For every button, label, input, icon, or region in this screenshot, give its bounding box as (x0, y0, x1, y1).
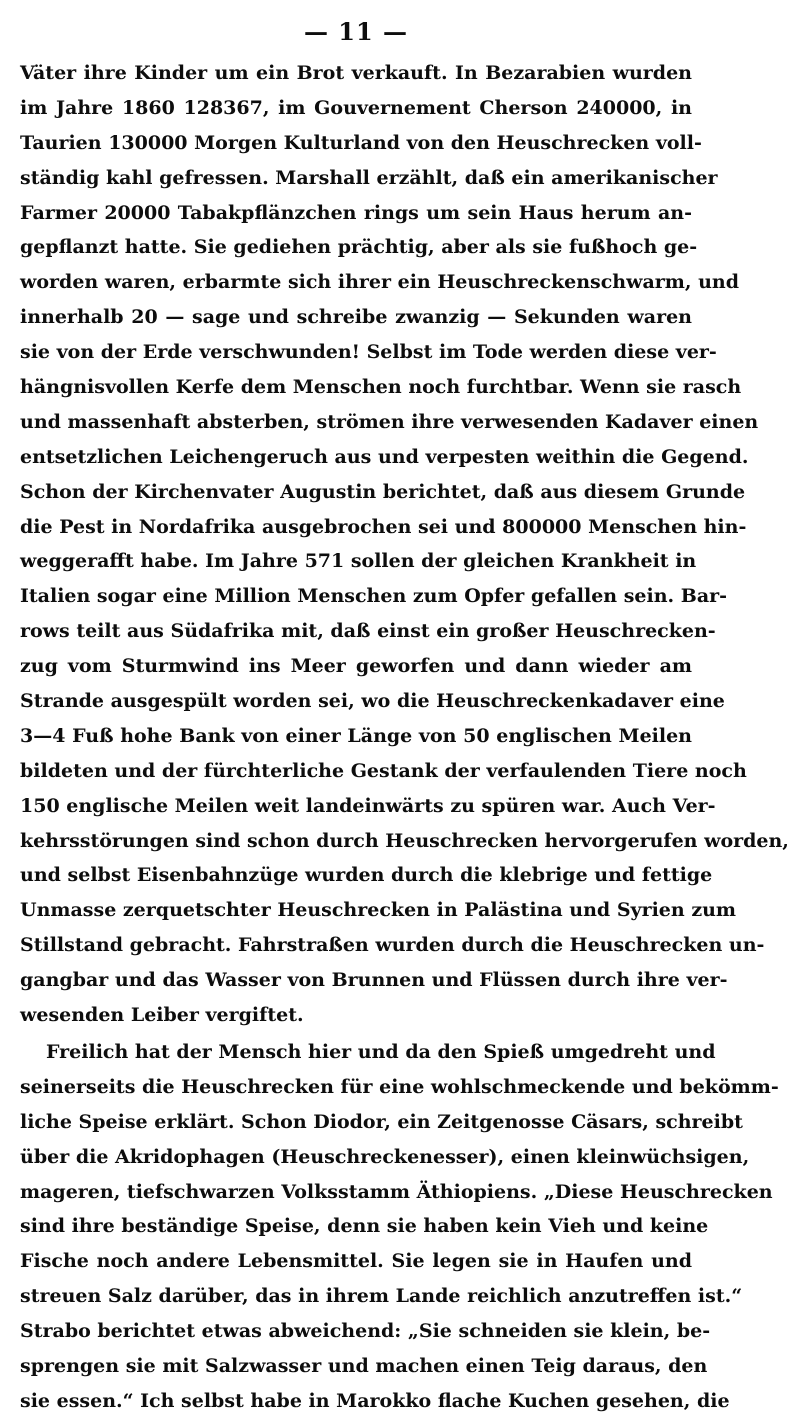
text-line: Strande ausgespült worden sei, wo die Heuschreckenkadaver eine (20, 690, 725, 713)
text-line: die Pest in Nordafrika ausgebrochen sei und 800000 Menschen hin- (20, 515, 747, 538)
text-line: gangbar und das Wasser von Brunnen und Flüssen durch ihre ver- (20, 969, 728, 992)
paragraph-2 (20, 1035, 779, 1419)
text-line: Freilich hat der Mensch hier und da den Spieß umgedreht und (46, 1040, 716, 1063)
text-line: kehrsstörungen sind schon durch Heuschrecken hervorgerufen worden, (20, 829, 789, 852)
text-line: liche Speise erklärt. Schon Diodor, ein Zeitgenosse Cäsars, schreibt (20, 1110, 743, 1133)
text-line: Taurien 130000 Morgen Kulturland von den Heuschrecken voll- (20, 131, 702, 154)
text-line: mageren, tiefschwarzen Volksstamm Äthiopiens. „Diese Heuschrecken (20, 1180, 773, 1203)
text-line: Strabo berichtet etwas abweichend: „Sie schneiden sie klein, be- (20, 1320, 711, 1343)
text-line: 3—4 Fuß hohe Bank von einer Länge von 50 englischen Meilen (20, 724, 692, 747)
text-line: gepflanzt hatte. Sie gediehen prächtig, aber als sie fußhoch ge- (20, 236, 698, 259)
text-line: sind ihre beständige Speise, denn sie haben kein Vieh und keine (20, 1215, 709, 1238)
text-line: seinerseits die Heuschrecken für eine wohlschmeckende und bekömm- (20, 1075, 779, 1098)
text-line: Väter ihre Kinder um ein Brot verkauft. In Bezarabien wurden (20, 62, 692, 84)
text-line: über die Akridophagen (Heuschreckenesser), einen kleinwüchsigen, (20, 1145, 750, 1168)
text-line: Stillstand gebracht. Fahrstraßen wurden durch die Heuschrecken un- (20, 934, 765, 957)
text-line: hängnisvollen Kerfe dem Menschen noch furchtbar. Wenn sie rasch (20, 376, 742, 399)
text-line: worden waren, erbarmte sich ihrer ein Heuschreckenschwarm, und (20, 271, 740, 294)
text-line: wesenden Leiber vergiftet. (20, 1004, 304, 1027)
text-line: innerhalb 20 — sage und schreibe zwanzig — Sekunden waren (20, 306, 692, 329)
text-line: und selbst Eisenbahnzüge wurden durch die klebrige und fettige (20, 864, 713, 887)
text-line: 150 englische Meilen weit landeinwärts zu spüren war. Auch Ver- (20, 794, 716, 817)
page-number: — 11 — (303, 17, 409, 46)
text-line: und massenhaft absterben, strömen ihre verwesenden Kadaver einen (20, 410, 759, 433)
text-line: ständig kahl gefressen. Marshall erzählt, daß ein amerikanischer (20, 166, 718, 189)
text-line: Schon der Kirchenvater Augustin berichtet, daß aus diesem Grunde (20, 480, 746, 503)
text-line: sie essen.“ Ich selbst habe in Marokko flache Kuchen gesehen, die (20, 1389, 730, 1412)
text-line: sie von der Erde verschwunden! Selbst im Tode werden diese ver- (20, 341, 717, 364)
text-line: entsetzlichen Leichengeruch aus und verpesten weithin die Gegend. (20, 445, 749, 468)
paragraph-1 (20, 56, 789, 1033)
text-line: Farmer 20000 Tabakpflänzchen rings um sein Haus herum an- (20, 201, 692, 224)
text-line: Fische noch andere Lebensmittel. Sie legen sie in Haufen und (20, 1250, 692, 1273)
text-line: rows teilt aus Südafrika mit, daß einst ein großer Heuschrecken- (20, 620, 716, 643)
book-page (20, 14, 789, 1412)
text-line: zug vom Sturmwind ins Meer geworfen und dann wieder am (20, 655, 692, 678)
text-line: sprengen sie mit Salzwasser und machen einen Teig daraus, den (20, 1354, 708, 1377)
text-line: Unmasse zerquetschter Heuschrecken in Palästina und Syrien zum (20, 899, 737, 922)
text-line: weggerafft habe. Im Jahre 571 sollen der gleichen Krankheit in (20, 550, 697, 573)
text-line: streuen Salz darüber, das in ihrem Lande reichlich anzutreffen ist.“ (20, 1285, 743, 1308)
text-line: Italien sogar eine Million Menschen zum Opfer gefallen sein. Bar- (20, 585, 728, 608)
text-line: im Jahre 1860 128367, im Gouvernement Cherson 240000, in (20, 96, 692, 119)
text-line: bildeten und der fürchterliche Gestank der verfaulenden Tiere noch (20, 759, 747, 782)
